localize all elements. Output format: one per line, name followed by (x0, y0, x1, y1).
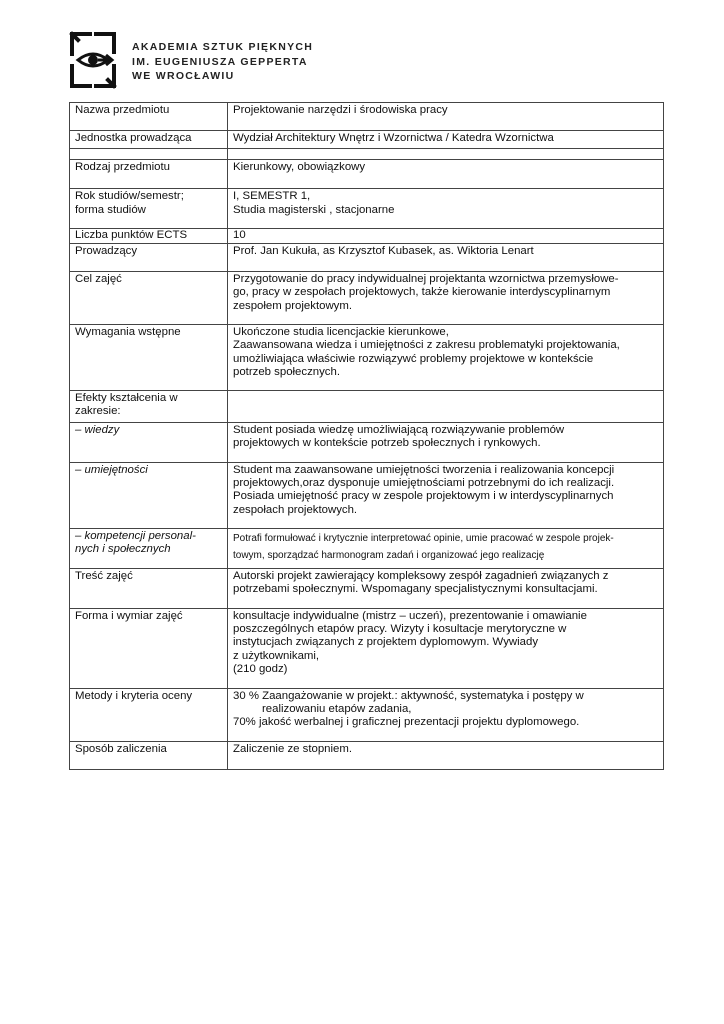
table-row (70, 324, 664, 390)
row-label: Cel zajęć (70, 271, 228, 324)
row-value: Projektowanie narzędzi i środowiska pracy (228, 103, 664, 131)
table-row (70, 688, 664, 741)
criteria-line-2: realizowaniu etapów zadania, (262, 703, 412, 716)
row-label: Wymagania wstępne (70, 324, 228, 390)
table-row (70, 462, 664, 528)
row-label: Metody i kryteria oceny (70, 688, 228, 741)
table-row (70, 741, 664, 769)
row-label: Rodzaj przedmiotu (70, 160, 228, 189)
table-row (70, 131, 664, 149)
row-label: Rok studiów/semestr; forma studiów (70, 189, 228, 229)
table-row (70, 229, 664, 243)
row-label: Sposób zaliczenia (70, 741, 228, 769)
row-value: 10 (228, 229, 664, 243)
row-label: Treść zajęć (70, 568, 228, 608)
criteria-line-1: 30 % Zaangażowanie w projekt.: aktywność, systematyka i postępy w (233, 689, 584, 702)
row-value: Kierunkowy, obowiązkowy (228, 160, 664, 189)
row-value: Autorski projekt zawierający kompleksowy zespół zagadnień związanych z potrzebami społecznymi. Wspomagany specjalistycznymi konsultacjami. (228, 568, 664, 608)
row-value: Student posiada wiedzę umożliwiającą rozwiązywanie problemów projektowych w kontekście potrzeb społecznych i rynkowych. (228, 422, 664, 462)
institution-line-3: WE WROCŁAWIU (132, 70, 235, 82)
institution-name (132, 40, 313, 84)
row-value: Zaliczenie ze stopniem. (228, 741, 664, 769)
table-row (70, 189, 664, 229)
row-label: Efekty kształcenia w zakresie: (70, 390, 228, 422)
row-label: Forma i wymiar zajęć (70, 608, 228, 688)
row-label (70, 149, 228, 160)
table-row (70, 422, 664, 462)
row-label: Nazwa przedmiotu (70, 103, 228, 131)
table-row (70, 160, 664, 189)
row-value: Ukończone studia licencjackie kierunkowe, Zaawansowana wiedza i umiejętności z zakresu problematyki projektowania, umożliwiająca właściwie rozwiązywć problemy projektowe w kontekście potrzeb społecznych. (228, 324, 664, 390)
row-value: Wydział Architektury Wnętrz i Wzornictwa / Katedra Wzornictwa (228, 131, 664, 149)
table-row (70, 608, 664, 688)
row-value: I, SEMESTR 1, Studia magisterski , stacjonarne (228, 189, 664, 229)
row-value (228, 390, 664, 422)
criteria-line-3: 70% jakość werbalnej i graficznej prezentacji projektu dyplomowego. (233, 716, 580, 729)
table-row (70, 149, 664, 160)
table-row (70, 390, 664, 422)
table-row (70, 271, 664, 324)
table-row (70, 243, 664, 271)
table-row (70, 528, 664, 568)
row-value: Student ma zaawansowane umiejętności tworzenia i realizowania koncepcji projektowych,oraz dysponuje umiejętnościami potrzebnymi do ich realizacji. Posiada umiejętność pracy w zespole projektowym i w interdyscyplinarnych zespołach projektowych. (228, 462, 664, 528)
syllabus-table (69, 102, 664, 770)
row-value (228, 688, 664, 741)
table-row (70, 103, 664, 131)
table-row (70, 568, 664, 608)
row-value: Przygotowanie do pracy indywidualnej projektanta wzornictwa przemysłowe- go, pracy w zespołach projektowych, także kierowanie interdyscyplinarnym zespołem projektowym. (228, 271, 664, 324)
row-value: Prof. Jan Kukuła, as Krzysztof Kubasek, as. Wiktoria Lenart (228, 243, 664, 271)
academy-logo-icon (68, 30, 118, 90)
row-label: – umiejętności (70, 462, 228, 528)
institution-line-2: IM. EUGENIUSZA GEPPERTA (132, 55, 308, 68)
row-label: Jednostka prowadząca (70, 131, 228, 149)
row-value: konsultacje indywidualne (mistrz – uczeń), prezentowanie i omawianie poszczególnych etapów pracy. Wizyty i kosultacje merytoryczne w instytucjach związanych z projektem dyplomowym. Wywiady z użytkownikami, (210 godz) (228, 608, 664, 688)
row-label: Prowadzący (70, 243, 228, 271)
institution-line-1: AKADEMIA SZTUK PIĘKNYCH (132, 41, 314, 53)
row-label: – kompetencji personal- nych i społecznych (70, 528, 228, 568)
row-value (228, 149, 664, 160)
row-value: Potrafi formułować i krytycznie interpretować opinie, umie pracować w zespole projek- towym, sporządzać harmonogram zadań i organizować jego realizację (228, 528, 664, 568)
row-label: – wiedzy (70, 422, 228, 462)
row-label: Liczba punktów ECTS (70, 229, 228, 243)
